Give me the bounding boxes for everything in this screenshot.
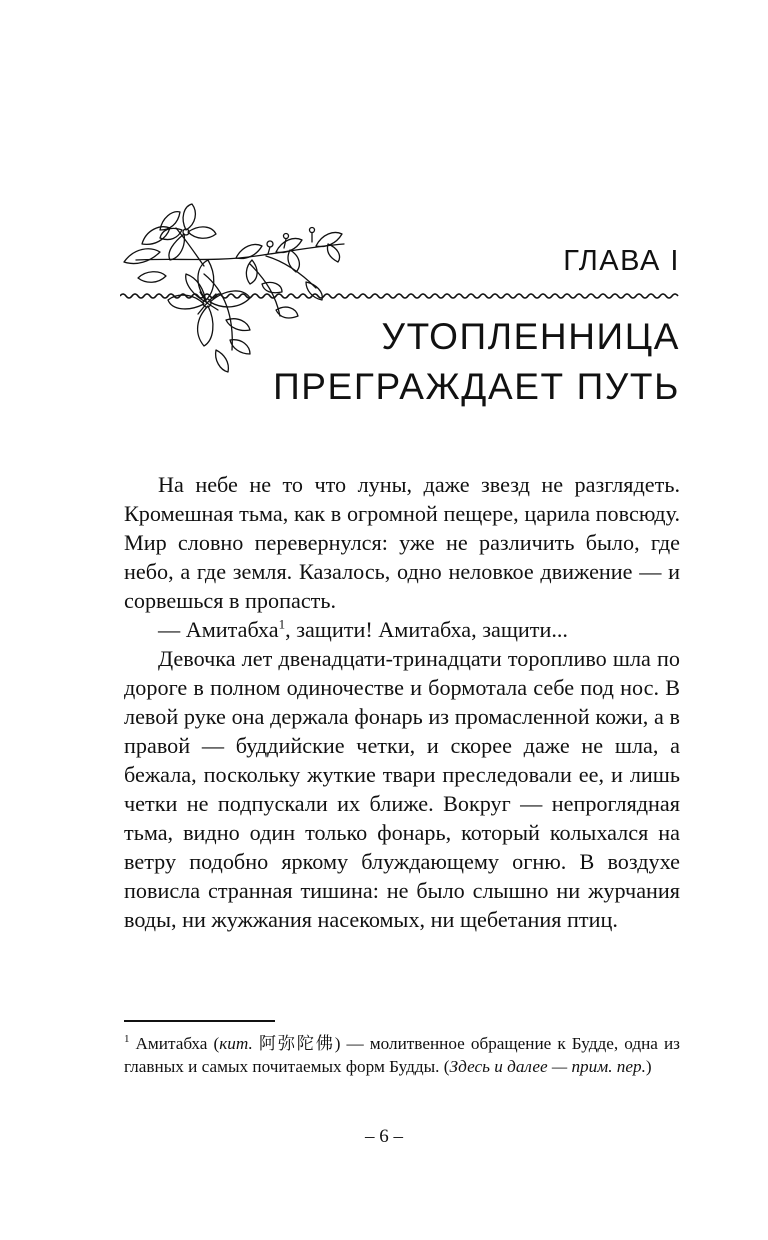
page-number: – 6 – [365,1126,403,1147]
footnote-reference[interactable]: 1 [278,616,286,632]
footnote-lang-abbr: кит. [219,1034,253,1053]
footnote-close: ) [645,1057,652,1076]
chapter-label: ГЛАВА I [563,245,680,277]
footnote-term: Амитабха ( [135,1034,220,1053]
footnote-divider [124,1020,275,1022]
paragraph: Девочка лет двенадцати-тринадцати торопливо шла по дороге в полном одиночестве и бормотала себе под нос. В левой руке она держала фонарь из промасленной кожи, а в правой — буддийские четки, и скорее даже не шла, а бежала, поскольку жуткие твари преследовали ее, и лишь четки не подпускали их ближе. Вокруг — непроглядная тьма, видно один только фонарь, который колыхался на ветру подобно яркому блуждающему огню. В воздухе повисла странная тишина: не было слышно ни журчания воды, ни жужжания насекомых, ни щебетания птиц. [124,646,680,932]
paragraph: На небе не то что луны, даже звезд не разглядеть. Кромешная тьма, как в огромной пещере, царила повсюду. Мир словно перевернулся: уже не различить было, где небо, а где земля. Казалось, одно неловкое движение — и сорвешься в пропасть. [124,472,680,613]
footnote-chinese: 阿弥陀佛 [252,1034,335,1053]
paragraph [124,615,680,644]
footnote-note: Здесь и далее — прим. пер. [449,1057,646,1076]
footnote-text: ) — молитвенное обращение к Будде, одна из главных и самых почитаемых форм Будды. ( [124,1034,680,1076]
chapter-title-line: УТОПЛЕННИЦА [381,316,680,357]
body-text [124,470,680,934]
chapter-title-line: ПРЕГРАЖДАЕТ ПУТЬ [273,366,680,407]
footnote [124,1032,680,1078]
footnote-number: 1 [124,1033,130,1046]
paragraph-text: , защити! Амитабха, защити... [285,617,568,642]
wavy-divider [120,290,680,302]
paragraph-text: — Амитабха [158,617,279,642]
chapter-title [273,312,680,412]
